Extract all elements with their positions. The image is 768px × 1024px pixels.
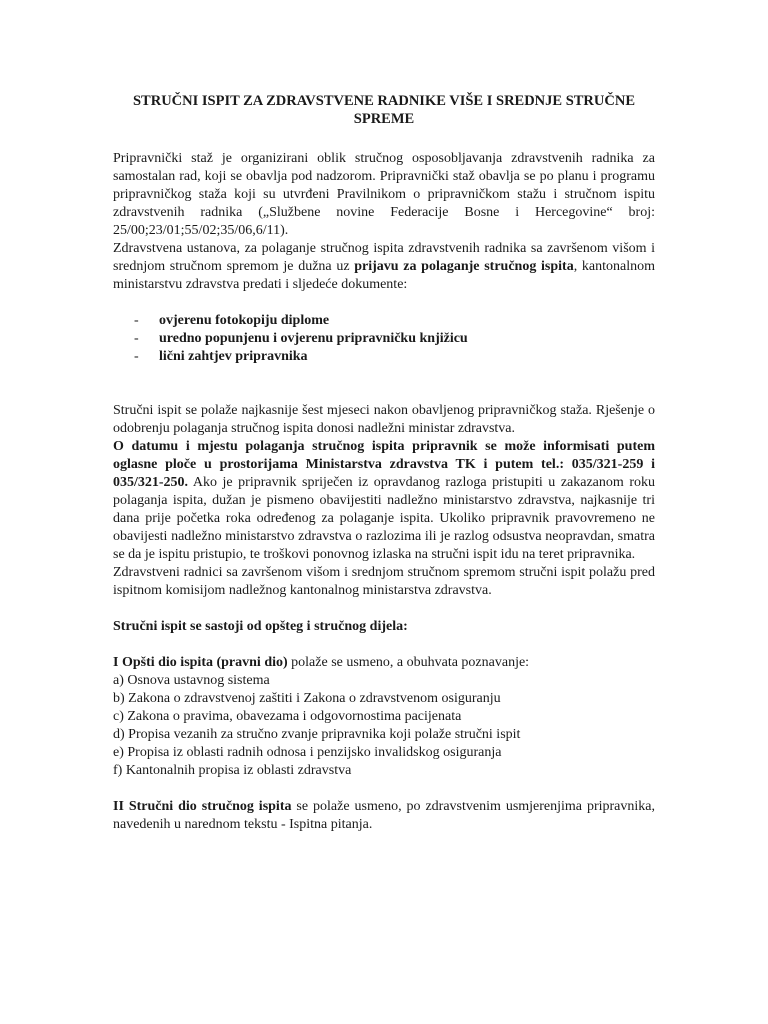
part2-text: se polaže usmeno, po zdravstvenim usmjerenjima pripravnika, navedenih u narednom tekstu - Ispitna pitanja. xyxy=(113,799,655,832)
paragraph-internship: Pripravnički staž je organizirani oblik stručnog osposobljavanja zdravstvenih radnika za samostalan rad, koji se obavlja pod nadzorom. Pripravnički staž obavlja se po planu i programu pripravničkog staža koji su utvrđeni Pravilnikom o pripravničkom stažu i stručnom ispitu zdravstvenih radnika („Službene novine Federacije Bosne i Hercegovine“ broj: 25/00;23/01;55/02;35/06,6/11). xyxy=(113,151,655,238)
title-line-2: SPREME xyxy=(353,111,415,127)
list-item: - lični zahtjev pripravnika xyxy=(134,348,655,366)
paragraph-application xyxy=(113,240,655,294)
exam-info-bold: O datumu i mjestu polaganja stručnog ispita pripravnik se može informisati putem oglasne ploče u prostorijama Ministarstva zdravstva TK i putem tel.: 035/321-259 i 035/321-250. xyxy=(113,439,655,490)
document-title xyxy=(113,92,655,128)
application-text-before: Zdravstvena ustanova, za polaganje stručnog ispita zdravstvenih radnika sa završenom višom i srednjom stručnom spremom je dužna uz xyxy=(113,241,655,274)
list-item: - ovjerenu fotokopiju diplome xyxy=(134,312,655,330)
list-item: d) Propisa vezanih za stručno zvanje pripravnika koji polaže stručni ispit xyxy=(113,727,521,742)
part1-text: polaže se usmeno, a obuhvata poznavanje: xyxy=(287,655,530,670)
list-item: a) Osnova ustavnog sistema xyxy=(113,673,270,688)
part1-intro xyxy=(113,654,655,672)
application-text-after: , kantonalnom ministarstvu zdravstva predati i sljedeće dokumente: xyxy=(113,259,655,292)
list-item: b) Zakona o zdravstvenoj zaštiti i Zakona o zdravstvenom osiguranju xyxy=(113,691,501,706)
list-item: c) Zakona o pravima, obavezama i odgovornostima pacijenata xyxy=(113,709,462,724)
section-heading: Stručni ispit se sastoji od opšteg i stručnog dijela: xyxy=(113,619,408,634)
part2-intro xyxy=(113,798,655,834)
title-line-1: STRUČNI ISPIT ZA ZDRAVSTVENE RADNIKE VIŠE I SREDNJE STRUČNE xyxy=(132,93,635,109)
list-item: e) Propisa iz oblasti radnih odnosa i penzijsko invalidskog osiguranja xyxy=(113,745,502,760)
part2-bold: II Stručni dio stručnog ispita xyxy=(113,799,292,814)
part1-bold: I Opšti dio ispita (pravni dio) xyxy=(113,655,288,670)
paragraph-commission: Zdravstveni radnici sa završenom višom i srednjom stručnom spremom stručni ispit polažu pred ispitnom komisijom nadležnog kantonalnog ministarstva zdravstva. xyxy=(113,565,655,598)
required-documents-list xyxy=(113,312,655,366)
paragraph-exam-info xyxy=(113,438,655,564)
list-item: - uredno popunjenu i ovjerenu pripravničku knjižicu xyxy=(134,330,655,348)
list-item: f) Kantonalnih propisa iz oblasti zdravstva xyxy=(113,763,352,778)
exam-info-text: Ako je pripravnik spriječen iz opravdanog razloga pristupiti u zakazanom roku polaganja ispita, dužan je pismeno obavijestiti nadležno ministarstvo zdravstva, najkasnije tri dana prije početka roka određenog za polaganje ispita. Ukoliko pripravnik pravovremeno ne obavijesti nadležno ministarstvo zdravstva o razlozima ili je razlog odsustva neopravdan, smatra se da je ispitu pristupio, te troškovi ponovnog izlaska na stručni ispit idu na teret pripravnika. xyxy=(113,475,655,562)
application-text-bold: prijavu za polaganje stručnog ispita xyxy=(354,259,574,274)
paragraph-deadline: Stručni ispit se polaže najkasnije šest mjeseci nakon obavljenog pripravničkog staža. Rješenje o odobrenju polaganja stručnog ispita donosi nadležni ministar zdravstva. xyxy=(113,403,655,436)
part1-topics-list xyxy=(113,672,655,780)
